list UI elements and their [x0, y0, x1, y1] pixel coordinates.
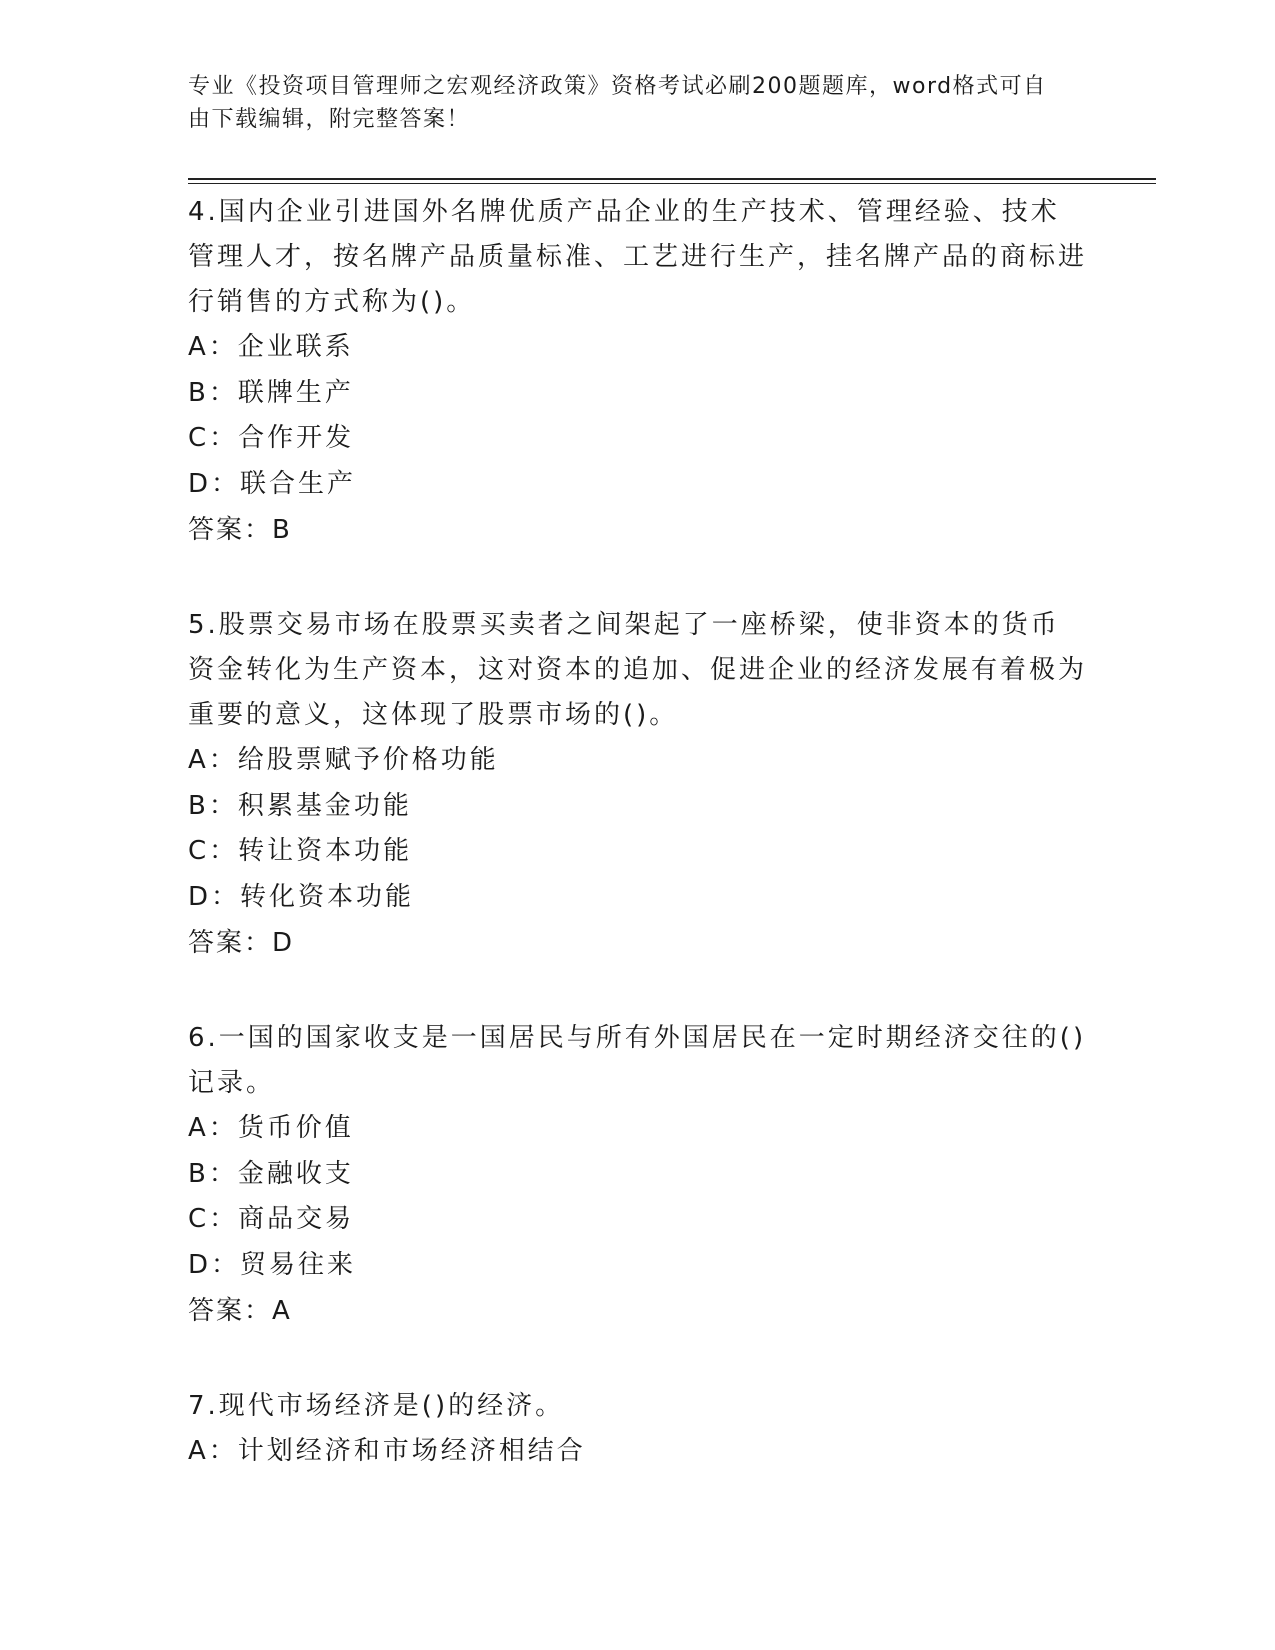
question-list — [188, 190, 1088, 1525]
answer: 答案：B — [188, 515, 292, 545]
answer: 答案：D — [188, 928, 295, 958]
option-d: D：转化资本功能 — [188, 881, 415, 912]
question-stem: 7.现代市场经济是()的经济。 — [188, 1391, 565, 1421]
question-stem: 6.一国的国家收支是一国居民与所有外国居民在一定时期经济交往的()记录。 — [188, 1023, 1087, 1098]
header-divider-thin — [188, 183, 1156, 184]
question-4 — [188, 190, 1088, 553]
question-6 — [188, 1016, 1088, 1334]
option-c: C：合作开发 — [188, 423, 355, 453]
question-5 — [188, 603, 1088, 966]
answer: 答案：A — [188, 1296, 292, 1326]
option-a: A：货币价值 — [188, 1113, 354, 1143]
option-a: A：计划经济和市场经济相结合 — [188, 1436, 586, 1466]
option-a: A：企业联系 — [188, 332, 354, 362]
option-b: B：金融收支 — [188, 1158, 354, 1189]
option-d: D：贸易往来 — [188, 1249, 357, 1280]
question-stem: 5.股票交易市场在股票买卖者之间架起了一座桥梁，使非资本的货币资金转化为生产资本，这对资本的追加、促进企业的经济发展有着极为重要的意义，这体现了股票市场的()。 — [188, 610, 1088, 730]
question-stem: 4.国内企业引进国外名牌优质产品企业的生产技术、管理经验、技术管理人才，按名牌产品质量标准、工艺进行生产，挂名牌产品的商标进行销售的方式称为()。 — [188, 197, 1088, 317]
document-header: 专业《投资项目管理师之宏观经济政策》资格考试必刷200题题库，word格式可自由下载编辑，附完整答案！ — [188, 74, 1047, 132]
header-divider-thick — [188, 178, 1156, 180]
option-b: B：积累基金功能 — [188, 790, 412, 821]
option-b: B：联牌生产 — [188, 377, 354, 408]
option-d: D：联合生产 — [188, 468, 357, 499]
option-c: C：转让资本功能 — [188, 836, 413, 866]
option-a: A：给股票赋予价格功能 — [188, 745, 499, 775]
question-7 — [188, 1384, 1088, 1475]
option-c: C：商品交易 — [188, 1204, 355, 1234]
